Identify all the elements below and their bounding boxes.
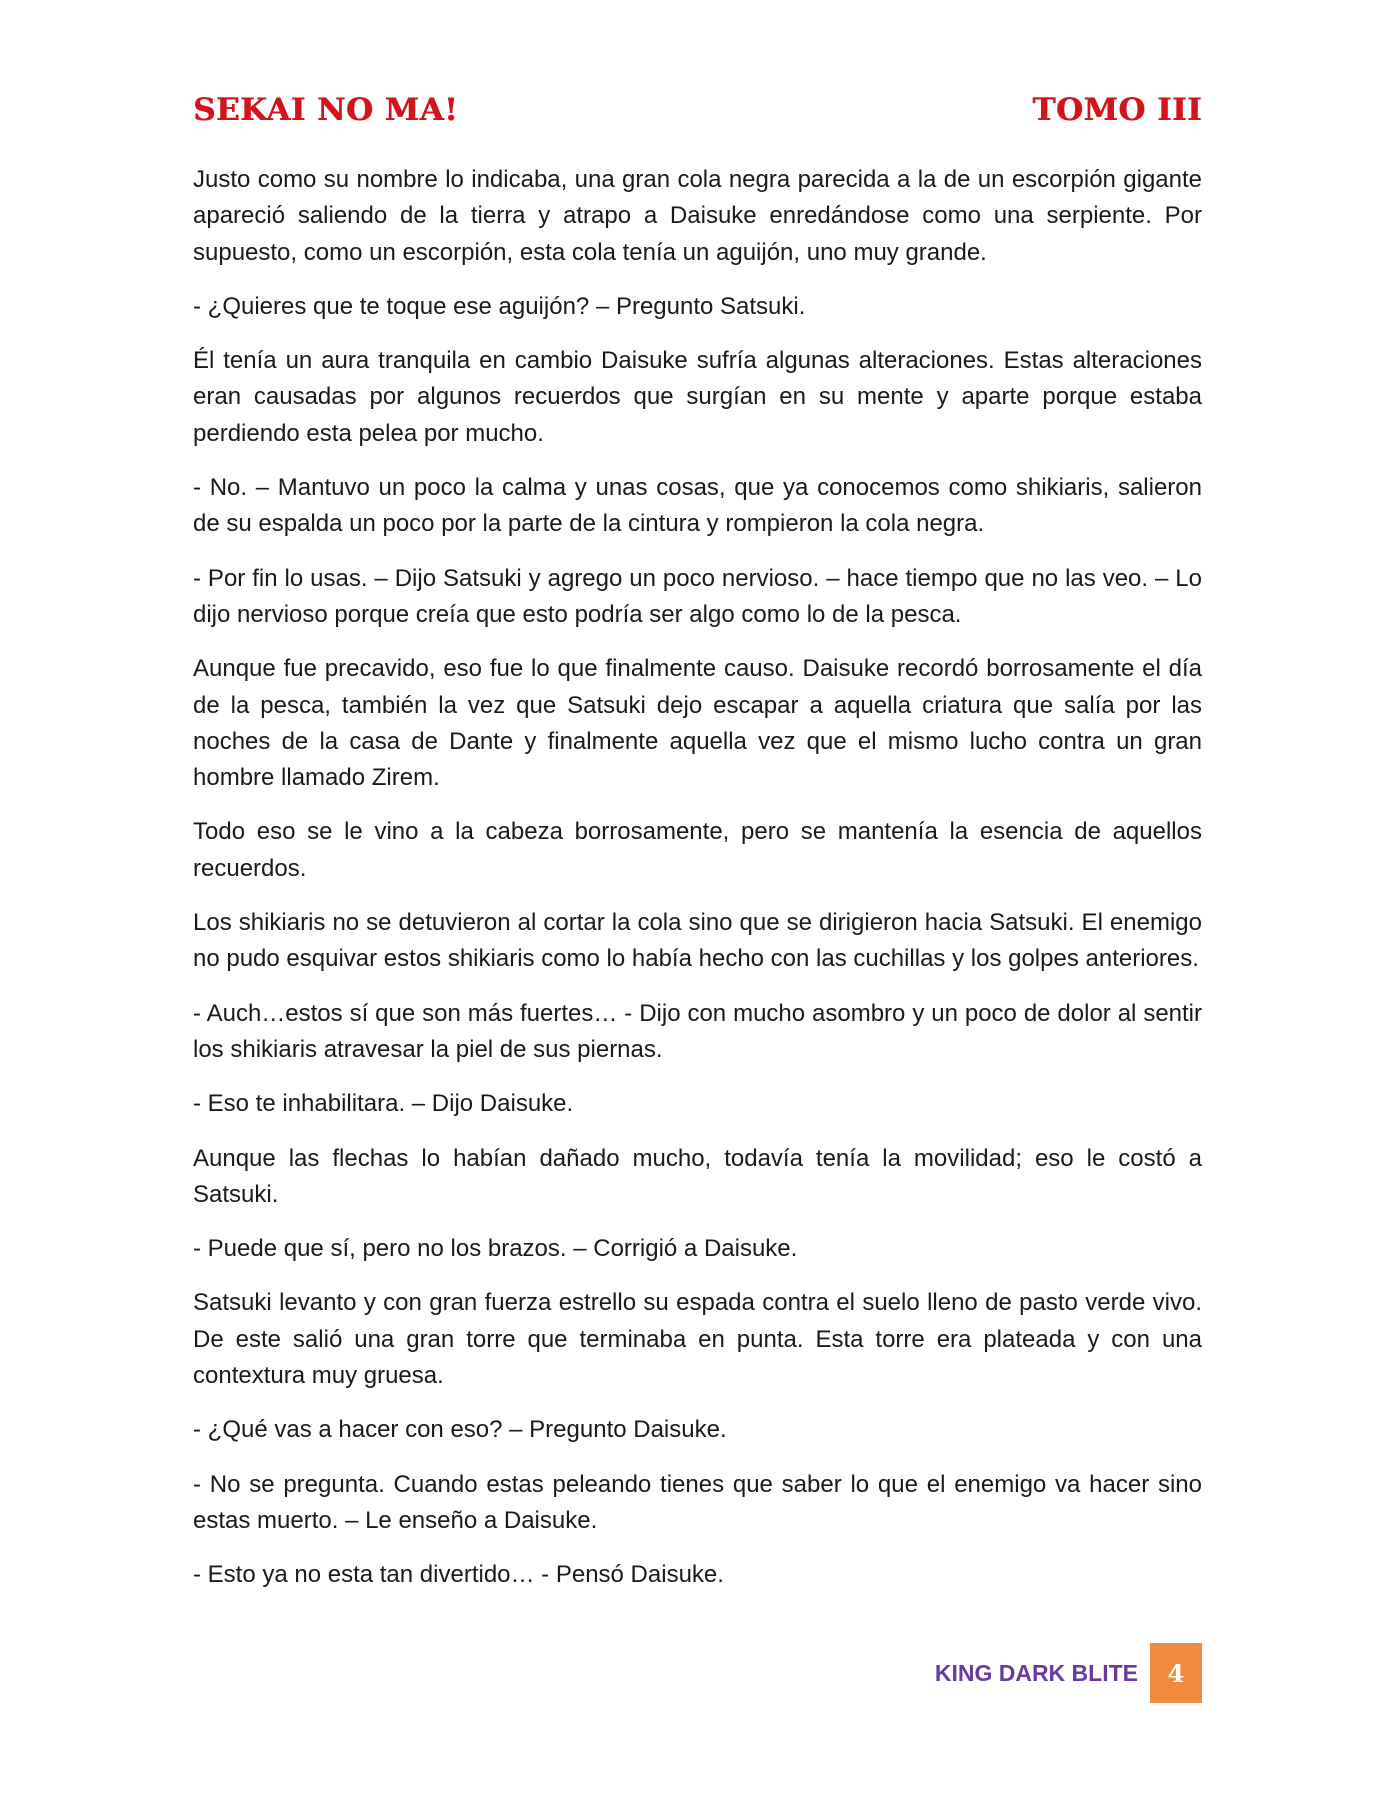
paragraph: - No. – Mantuvo un poco la calma y unas cosas, que ya conocemos como shikiaris, salieron de su espalda un poco por la parte de la cintura y rompieron la cola negra. <box>193 474 1202 538</box>
paragraph: - ¿Quieres que te toque ese aguijón? – Pregunto Satsuki. <box>193 292 806 320</box>
page-number-box <box>1150 1643 1202 1703</box>
paragraph: - Por fin lo usas. – Dijo Satsuki y agrego un poco nervioso. – hace tiempo que no las veo. – Lo dijo nervioso porque creía que esto podría ser algo como lo de la pesca. <box>193 564 1202 628</box>
paragraph: Todo eso se le vino a la cabeza borrosamente, pero se mantenía la esencia de aquellos recuerdos. <box>193 818 1202 882</box>
author-name: KING DARK BLITE <box>934 1659 1138 1686</box>
paragraph: - Eso te inhabilitara. – Dijo Daisuke. <box>193 1090 574 1118</box>
paragraph: Satsuki levanto y con gran fuerza estrello su espada contra el suelo lleno de pasto verde vivo. De este salió una gran torre que terminaba en punta. Esta torre era plateada y con una contextura muy gruesa. <box>193 1289 1202 1390</box>
paragraph: Aunque fue precavido, eso fue lo que finalmente causo. Daisuke recordó borrosamente el día de la pesca, también la vez que Satsuki dejo escapar a aquella criatura que salía por las noches de la casa de Dante y finalmente aquella vez que el mismo lucho contra un gran hombre llamado Zirem. <box>193 655 1202 792</box>
paragraph: - ¿Qué vas a hacer con eso? – Pregunto Daisuke. <box>193 1416 727 1444</box>
page-header <box>193 88 1202 132</box>
paragraph: - Esto ya no esta tan divertido… - Pensó Daisuke. <box>193 1561 724 1589</box>
paragraph: - Puede que sí, pero no los brazos. – Corrigió a Daisuke. <box>193 1235 798 1263</box>
page-footer <box>935 1643 1202 1703</box>
volume-title: TOMO III <box>1032 92 1202 128</box>
paragraph: - No se pregunta. Cuando estas peleando tienes que saber lo que el enemigo va hacer sino estas muerto. – Le enseño a Daisuke. <box>193 1470 1202 1534</box>
paragraph: Justo como su nombre lo indicaba, una gran cola negra parecida a la de un escorpión gigante apareció saliendo de la tierra y atrapo a Daisuke enredándose como una serpiente. Por supuesto, como un escorpión, esta cola tenía un aguijón, uno muy grande. <box>193 166 1202 266</box>
paragraph: Los shikiaris no se detuvieron al cortar la cola sino que se dirigieron hacia Satsuki. El enemigo no pudo esquivar estos shikiaris como lo había hecho con las cuchillas y los golpes anteriores. <box>193 909 1202 973</box>
page-body <box>193 162 1202 1612</box>
paragraph: Él tenía un aura tranquila en cambio Daisuke sufría algunas alteraciones. Estas alteraciones eran causadas por algunos recuerdos que surgían en su mente y aparte porque estaba perdiendo esta pelea por mucho. <box>193 347 1202 447</box>
paragraph: - Auch…estos sí que son más fuertes… - Dijo con mucho asombro y un poco de dolor al sentir los shikiaris atravesar la piel de sus piernas. <box>193 999 1202 1063</box>
book-title: SEKAI NO MA! <box>193 92 459 128</box>
paragraph: Aunque las flechas lo habían dañado mucho, todavía tenía la movilidad; eso le costó a Satsuki. <box>193 1144 1202 1208</box>
page-number: 4 <box>1167 1658 1185 1688</box>
